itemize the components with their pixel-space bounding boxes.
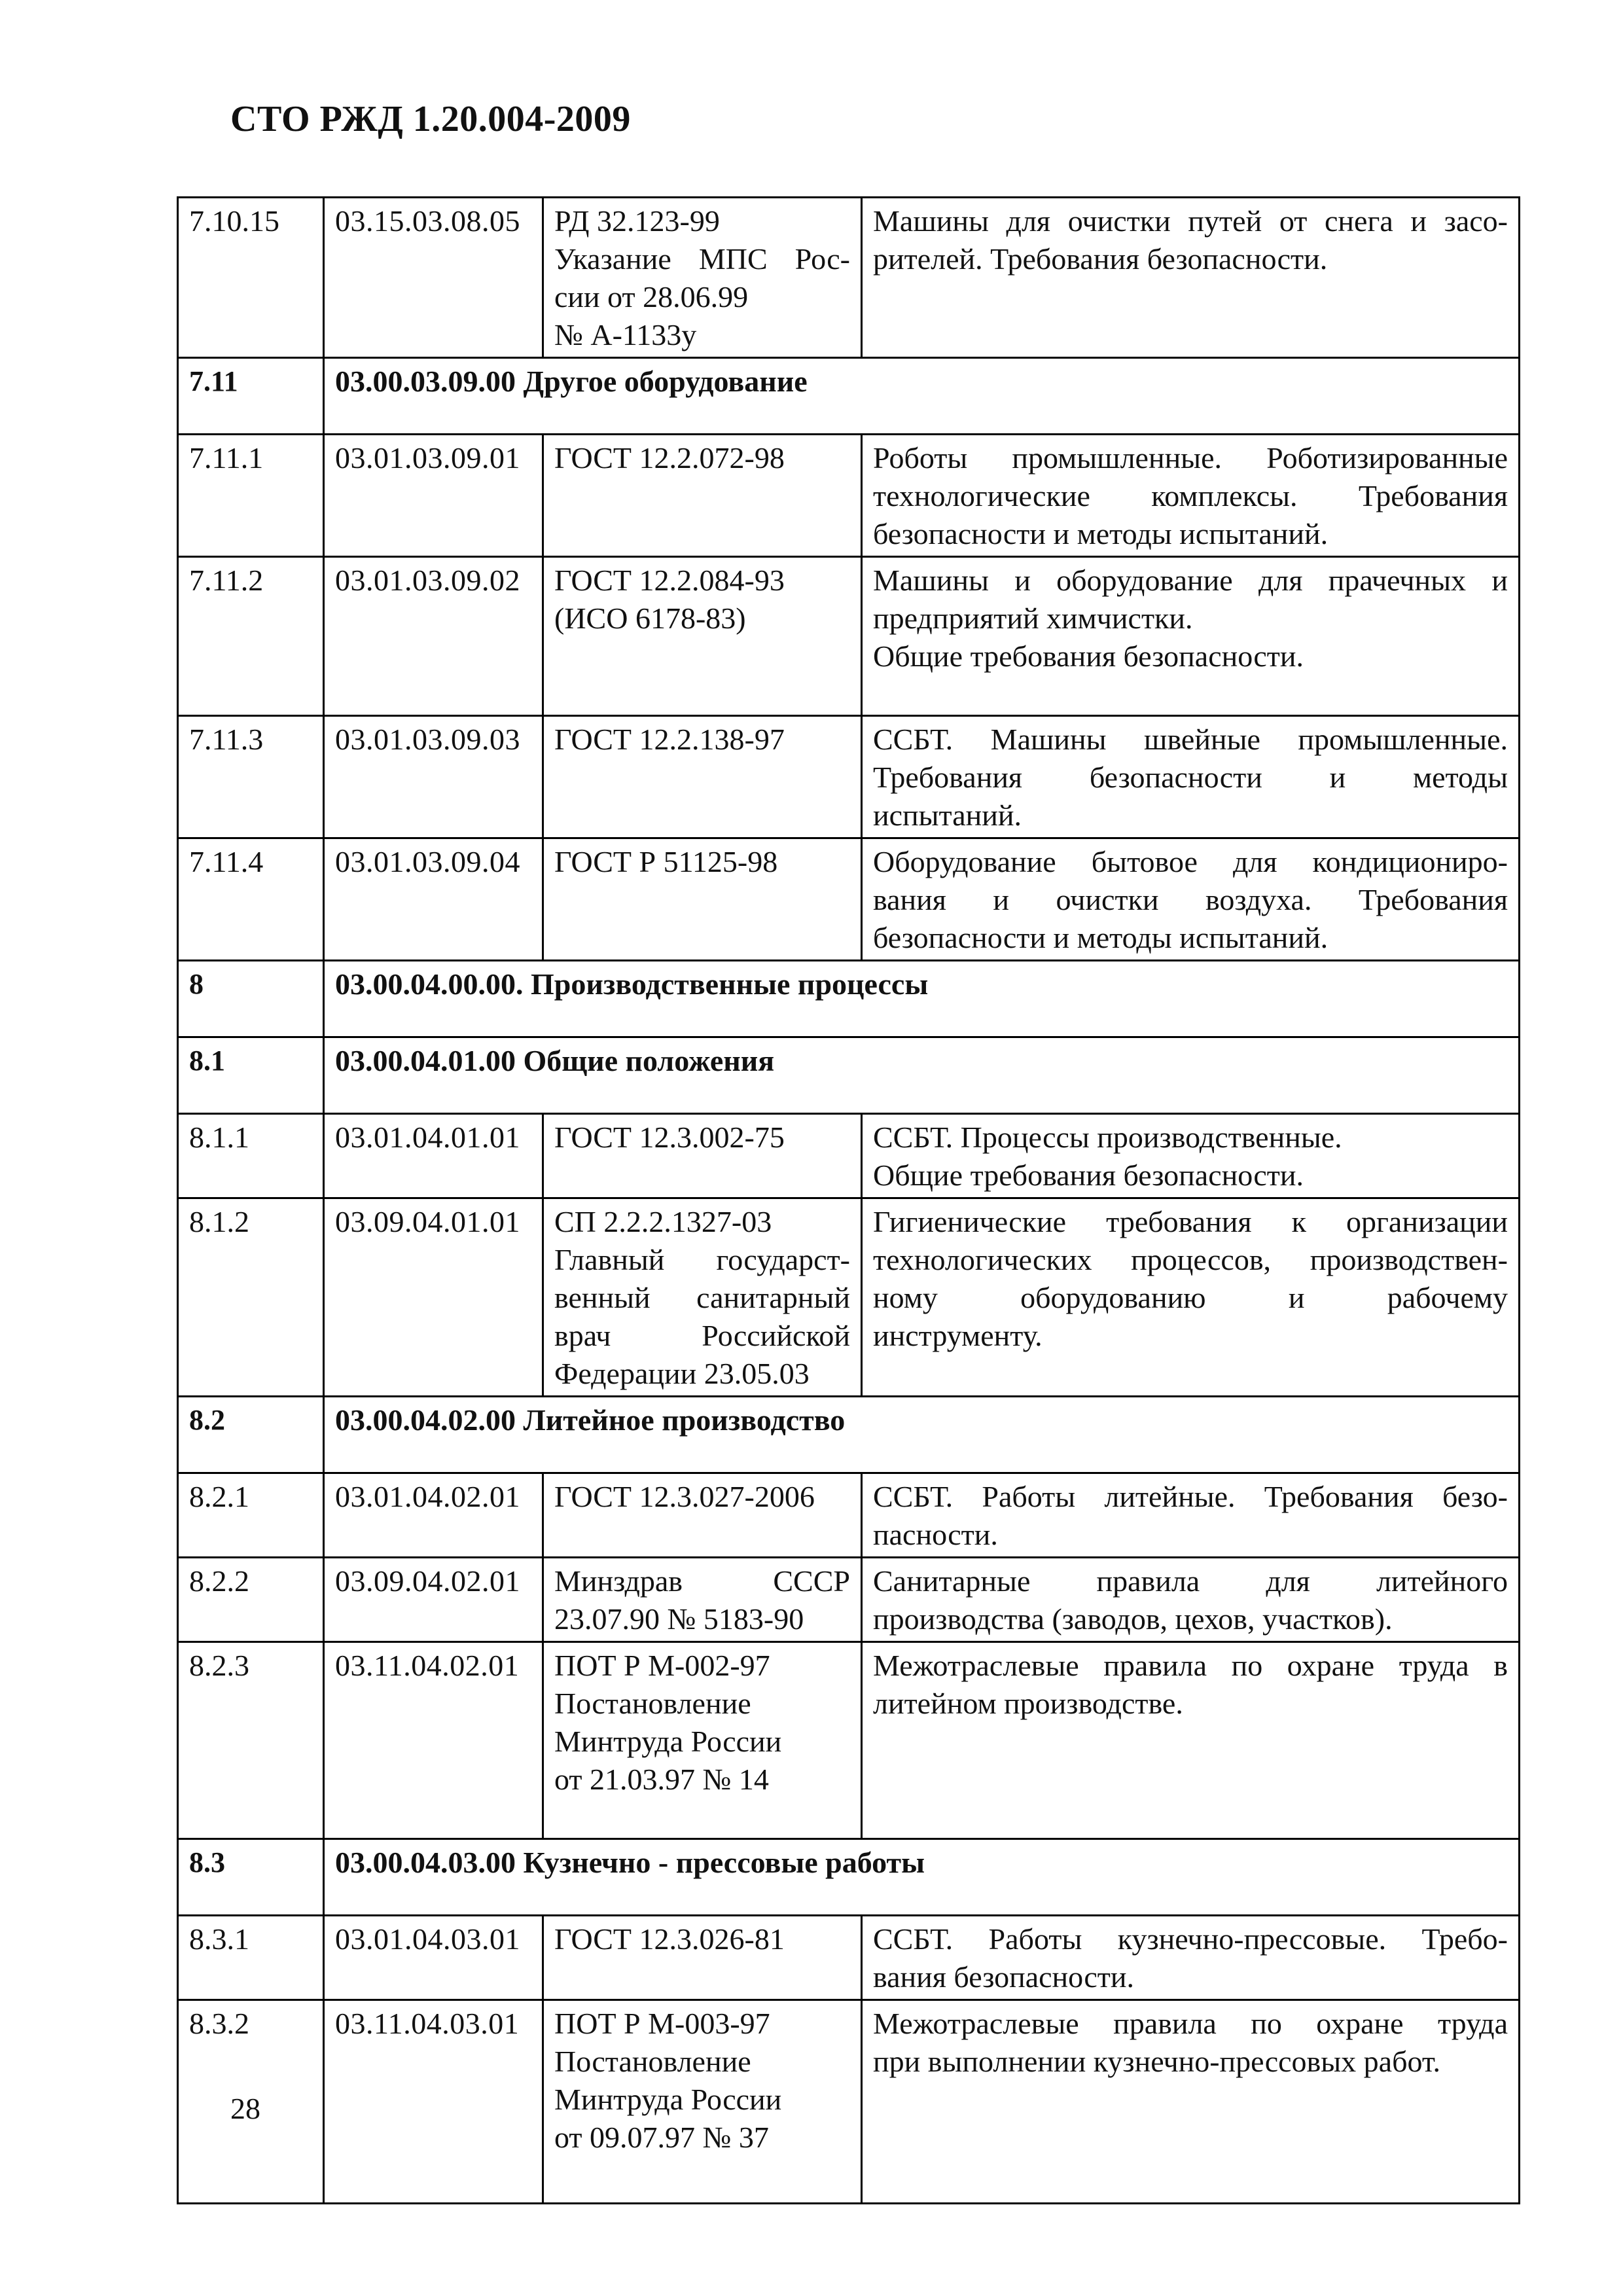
document-title	[862, 1198, 1520, 1397]
document-title	[862, 435, 1520, 557]
cell-line: ССБТ. Работы кузнечно-прессовые. Требо-	[873, 1922, 1508, 1956]
cell-line: ССБТ. Машины швейные промышленные.	[873, 723, 1508, 756]
classifier-code: 03.11.04.03.01	[324, 2000, 543, 2204]
cell-line: предприятий химчистки.	[873, 601, 1193, 635]
row-number: 8.3.1	[178, 1916, 324, 2000]
document-reference	[543, 1558, 862, 1642]
cell-line: от 21.03.97 № 14	[554, 1763, 769, 1796]
document-title	[862, 557, 1520, 716]
table-row	[178, 557, 1520, 716]
document-title	[862, 1558, 1520, 1642]
row-number: 7.11.2	[178, 557, 324, 716]
classifier-code: 03.01.03.09.04	[324, 838, 543, 961]
cell-line: СП 2.2.2.1327-03	[554, 1205, 772, 1238]
table-row	[178, 838, 1520, 961]
document-reference	[543, 198, 862, 358]
cell-line: пасности.	[873, 1518, 998, 1551]
section-title: 03.00.04.02.00 Литейное производство	[324, 1397, 1520, 1473]
row-number: 7.10.15	[178, 198, 324, 358]
cell-line: Машины и оборудование для прачечных и	[873, 564, 1508, 597]
section-row	[178, 1839, 1520, 1916]
document-reference	[543, 2000, 862, 2204]
section-title: 03.00.04.00.00. Производственные процессы	[324, 961, 1520, 1037]
cell-line: 23.07.90 № 5183-90	[554, 1602, 804, 1636]
cell-line: Машины для очистки путей от снега и засо-	[873, 204, 1508, 238]
cell-line: Главный государст-	[554, 1243, 850, 1276]
section-row	[178, 358, 1520, 435]
document-reference	[543, 838, 862, 961]
document-title	[862, 1473, 1520, 1558]
cell-line: ПОТ Р М-003-97	[554, 2007, 770, 2040]
row-number: 8.2.2	[178, 1558, 324, 1642]
cell-line: Минтруда России	[554, 1725, 782, 1758]
table-row	[178, 1114, 1520, 1198]
row-number: 8.1	[178, 1037, 324, 1114]
cell-line: технологических процессов, производствен-	[873, 1243, 1508, 1276]
cell-line: вания безопасности.	[873, 1960, 1134, 1994]
cell-line: Гигиенические требования к организации	[873, 1205, 1508, 1238]
cell-line: ному оборудованию и рабочему	[873, 1281, 1508, 1314]
row-number: 7.11.1	[178, 435, 324, 557]
classifier-code: 03.01.03.09.02	[324, 557, 543, 716]
classifier-code: 03.11.04.02.01	[324, 1642, 543, 1839]
cell-line: вания и очистки воздуха. Требования	[873, 883, 1508, 916]
document-reference	[543, 1642, 862, 1839]
section-title: 03.00.04.01.00 Общие положения	[324, 1037, 1520, 1114]
table-body	[178, 198, 1520, 2204]
document-title	[862, 1916, 1520, 2000]
document-title	[862, 716, 1520, 838]
cell-line: Требования безопасности и методы	[873, 761, 1508, 794]
cell-line: безопасности и методы испытаний.	[873, 921, 1329, 954]
cell-line: Постановление	[554, 1687, 751, 1720]
cell-line: врач Российской	[554, 1319, 850, 1352]
cell-line: ГОСТ 12.2.138-97	[554, 723, 785, 756]
classifier-code: 03.15.03.08.05	[324, 198, 543, 358]
cell-line: при выполнении кузнечно-прессовых работ.	[873, 2045, 1441, 2078]
row-number: 7.11.4	[178, 838, 324, 961]
document-title	[862, 198, 1520, 358]
table-row	[178, 1198, 1520, 1397]
cell-line: РД 32.123-99	[554, 204, 720, 238]
cell-line: ГОСТ Р 51125-98	[554, 845, 778, 878]
normative-documents-table	[177, 196, 1520, 2204]
cell-line: Федерации 23.05.03	[554, 1357, 810, 1390]
cell-line: Постановление	[554, 2045, 751, 2078]
section-row	[178, 961, 1520, 1037]
table-row	[178, 1558, 1520, 1642]
cell-line: № А-1133у	[554, 318, 697, 351]
cell-line: ПОТ Р М-002-97	[554, 1649, 770, 1682]
row-number: 8.1.1	[178, 1114, 324, 1198]
cell-line: ГОСТ 12.2.084-93	[554, 564, 785, 597]
cell-line: технологические комплексы. Требования	[873, 479, 1508, 512]
table-row	[178, 435, 1520, 557]
table-row	[178, 1473, 1520, 1558]
cell-line: инструменту.	[873, 1319, 1043, 1352]
cell-line: Межотраслевые правила по охране труда в	[873, 1649, 1508, 1682]
table-row	[178, 1642, 1520, 1839]
cell-line: производства (заводов, цехов, участков).	[873, 1602, 1393, 1636]
document-title	[862, 1114, 1520, 1198]
cell-line: ССБТ. Работы литейные. Требования безо-	[873, 1480, 1508, 1513]
table-row	[178, 198, 1520, 358]
cell-line: ГОСТ 12.2.072-98	[554, 441, 785, 475]
cell-line: ГОСТ 12.3.002-75	[554, 1121, 785, 1154]
cell-line: от 09.07.97 № 37	[554, 2121, 769, 2154]
classifier-code: 03.01.04.02.01	[324, 1473, 543, 1558]
document-title	[862, 1642, 1520, 1839]
row-number: 8.1.2	[178, 1198, 324, 1397]
document-reference	[543, 1473, 862, 1558]
classifier-code: 03.01.04.03.01	[324, 1916, 543, 2000]
cell-line: рителей. Требования безопасности.	[873, 242, 1328, 276]
classifier-code: 03.01.03.09.03	[324, 716, 543, 838]
row-number: 8.2.1	[178, 1473, 324, 1558]
document-reference	[543, 1114, 862, 1198]
cell-line: Общие требования безопасности.	[873, 1158, 1304, 1192]
classifier-code: 03.09.04.02.01	[324, 1558, 543, 1642]
cell-line: ГОСТ 12.3.027-2006	[554, 1480, 815, 1513]
cell-line: Общие требования безопасности.	[873, 639, 1304, 673]
document-reference	[543, 716, 862, 838]
cell-line: Межотраслевые правила по охране труда	[873, 2007, 1508, 2040]
document-reference	[543, 435, 862, 557]
document-reference	[543, 557, 862, 716]
classifier-code: 03.01.04.01.01	[324, 1114, 543, 1198]
row-number: 7.11.3	[178, 716, 324, 838]
cell-line: (ИСО 6178-83)	[554, 601, 746, 635]
table-row	[178, 716, 1520, 838]
section-title: 03.00.04.03.00 Кузнечно - прессовые работы	[324, 1839, 1520, 1916]
document-title	[862, 838, 1520, 961]
cell-line: литейном производстве.	[873, 1687, 1183, 1720]
cell-line: испытаний.	[873, 798, 1022, 832]
document-reference	[543, 1198, 862, 1397]
classifier-code: 03.09.04.01.01	[324, 1198, 543, 1397]
page-number: 28	[230, 2092, 260, 2125]
row-number: 8.3.2	[178, 2000, 324, 2204]
section-title: 03.00.03.09.00 Другое оборудование	[324, 358, 1520, 435]
section-row	[178, 1037, 1520, 1114]
cell-line: Роботы промышленные. Роботизированные	[873, 441, 1508, 475]
cell-line: Оборудование бытовое для кондициониро-	[873, 845, 1508, 878]
cell-line: безопасности и методы испытаний.	[873, 517, 1329, 550]
cell-line: сии от 28.06.99	[554, 280, 749, 314]
table-row	[178, 2000, 1520, 2204]
document-header: СТО РЖД 1.20.004-2009	[230, 99, 631, 139]
document-title	[862, 2000, 1520, 2204]
cell-line: венный санитарный	[554, 1281, 850, 1314]
section-row	[178, 1397, 1520, 1473]
row-number: 8	[178, 961, 324, 1037]
cell-line: ССБТ. Процессы производственные.	[873, 1121, 1342, 1154]
cell-line: ГОСТ 12.3.026-81	[554, 1922, 785, 1956]
row-number: 8.2.3	[178, 1642, 324, 1839]
document-reference	[543, 1916, 862, 2000]
table-row	[178, 1916, 1520, 2000]
cell-line: Санитарные правила для литейного	[873, 1564, 1508, 1598]
classifier-code: 03.01.03.09.01	[324, 435, 543, 557]
cell-line: Минздрав СССР	[554, 1564, 850, 1598]
row-number: 8.3	[178, 1839, 324, 1916]
row-number: 7.11	[178, 358, 324, 435]
row-number: 8.2	[178, 1397, 324, 1473]
cell-line: Минтруда России	[554, 2083, 782, 2116]
cell-line: Указание МПС Рос-	[554, 242, 850, 276]
